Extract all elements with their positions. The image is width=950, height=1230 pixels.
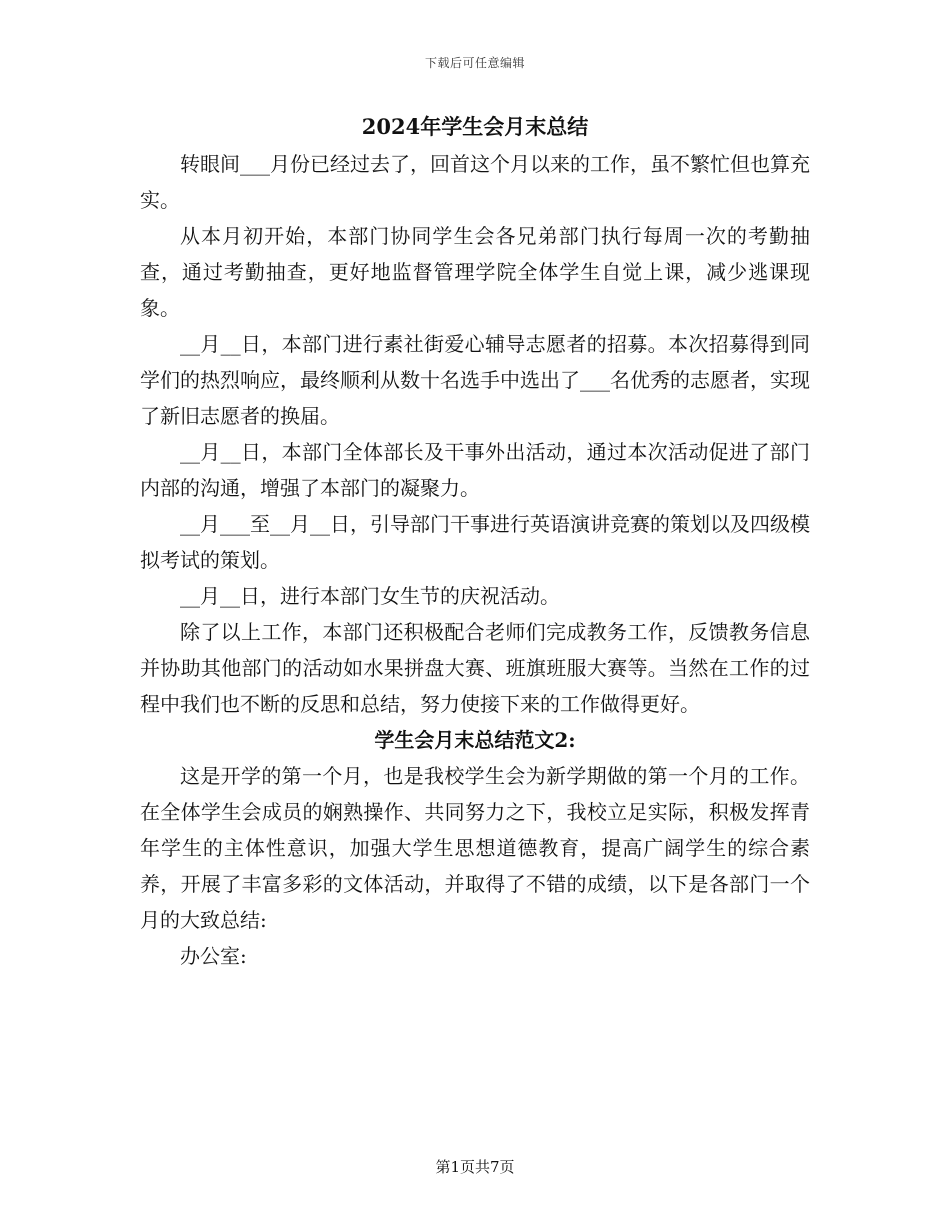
paragraph: __月__日，进行本部门女生节的庆祝活动。 [180, 584, 560, 608]
paragraph: 除了以上工作，本部门还积极配合老师们完成教务工作，反馈教务信息并协助其他部门的活动如水果拼盘大赛、班旗班服大赛等。当然在工作的过程中我们也不断的反思和总结，努力使接下来的工作做得更好。 [140, 620, 810, 716]
section-2-title: 学生会月末总结范文2: [374, 728, 576, 752]
paragraph: 这是开学的第一个月，也是我校学生会为新学期做的第一个月的工作。在全体学生会成员的娴熟操作、共同努力之下，我校立足实际，积极发挥青年学生的主体性意识，加强大学生思想道德教育，提高广阔学生的综合素养，开展了丰富多彩的文体活动，并取得了不错的成绩，以下是各部门一个月的大致总结: [140, 764, 810, 932]
paragraph: 转眼间___月份已经过去了，回首这个月以来的工作，虽不繁忙但也算充实。 [140, 152, 810, 212]
paragraph: 办公室: [180, 944, 247, 968]
page-footer: 第1页共7页 [435, 1158, 515, 1176]
paragraph: __月__日，本部门进行素社街爱心辅导志愿者的招募。本次招募得到同学们的热烈响应，最终顺利从数十名选手中选出了___名优秀的志愿者，实现了新旧志愿者的换届。 [140, 332, 810, 428]
section-2 [140, 758, 810, 974]
document-body [140, 112, 810, 974]
header-note: 下载后可任意编辑 [424, 56, 525, 70]
section-1 [140, 146, 810, 722]
paragraph: __月___至__月__日，引导部门干事进行英语演讲竞赛的策划以及四级模拟考试的策划。 [140, 512, 810, 572]
document-title: 2024年学生会月末总结 [361, 114, 589, 139]
paragraph: __月__日，本部门全体部长及干事外出活动，通过本次活动促进了部门内部的沟通，增强了本部门的凝聚力。 [140, 440, 810, 500]
paragraph: 从本月初开始，本部门协同学生会各兄弟部门执行每周一次的考勤抽查，通过考勤抽查，更好地监督管理学院全体学生自觉上课，减少逃课现象。 [140, 224, 810, 320]
